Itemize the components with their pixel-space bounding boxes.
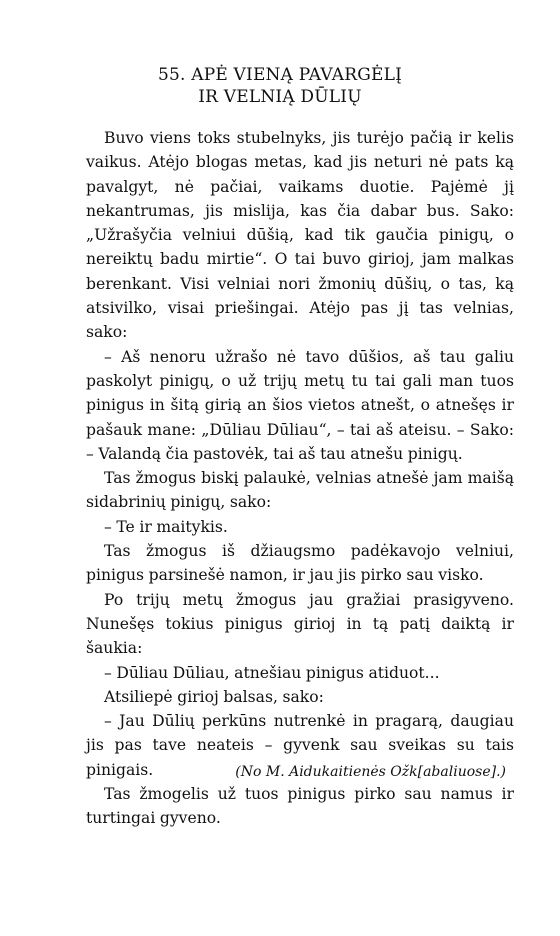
- story-title: [0, 64, 560, 108]
- paragraph-6: Po trijų metų žmogus jau gražiai prasigyveno. Nunešęs tokius pinigus girioj in tą patį daiktą ir šaukia:: [86, 590, 514, 658]
- story-body: [86, 126, 514, 831]
- source-citation: (No M. Aidukaitienės Ožk[abaliuose].): [235, 764, 506, 780]
- story-title-line-2: IR VELNIĄ DŪLIŲ: [198, 87, 362, 107]
- paragraph-4: – Te ir maitykis.: [104, 517, 228, 536]
- story-title-line-1: 55. APĖ VIENĄ PAVARGĖLĮ: [157, 65, 403, 85]
- paragraph-8: Atsiliepė girioj balsas, sako:: [104, 687, 324, 706]
- paragraph-5: Tas žmogus iš džiaugsmo padėkavojo velniui, pinigus parsinešė namon, ir jau jis pirko sau visko.: [86, 542, 514, 585]
- paragraph-1: Buvo viens toks stubelnyks, jis turėjo pačią ir kelis vaikus. Atėjo blogas metas, kad jis neturi nė pats ką pavalgyt, nė pačiai, vaikams duotie. Pajėmė jį nekantrumas, jis mislija, kas čia dabar bus. Sako: „Užrašyčia velniui dūšią, kad tik gaučia pinigų, o nereiktų badu mirtie“. O tai buvo girioj, jam malkas berenkant. Visi velniai nori žmonių dūšių, o tas, ką atsivilko, visai priešingai. Atėjo pas jį tas velnias, sako:: [86, 129, 514, 342]
- paragraph-10: Tas žmogelis už tuos pinigus pirko sau namus ir turtingai gyveno.: [86, 785, 514, 828]
- paragraph-2: – Aš nenoru užrašo nė tavo dūšios, aš tau galiu paskolyt pinigų, o už trijų metų tu tai gali man tuos pinigus in šitą girią an šios vietos atnešt, o atnešęs ir pašauk mane: „Dūliau Dūliau“, – tai aš ateisu. – Sako: – Valandą čia pastovėk, tai aš tau atnešu pinigų.: [86, 347, 514, 463]
- paragraph-3: Tas žmogus biskį palaukė, velnias atnešė jam maišą sidabrinių pinigų, sako:: [86, 469, 514, 512]
- paragraph-9: – Jau Dūlių perkūns nutrenkė in pragarą, daugiau jis pas tave neateis – gyvenk sau sveikas su tais pinigais.: [86, 712, 514, 779]
- paragraph-7: – Dūliau Dūliau, atnešiau pinigus atiduot...: [104, 663, 440, 682]
